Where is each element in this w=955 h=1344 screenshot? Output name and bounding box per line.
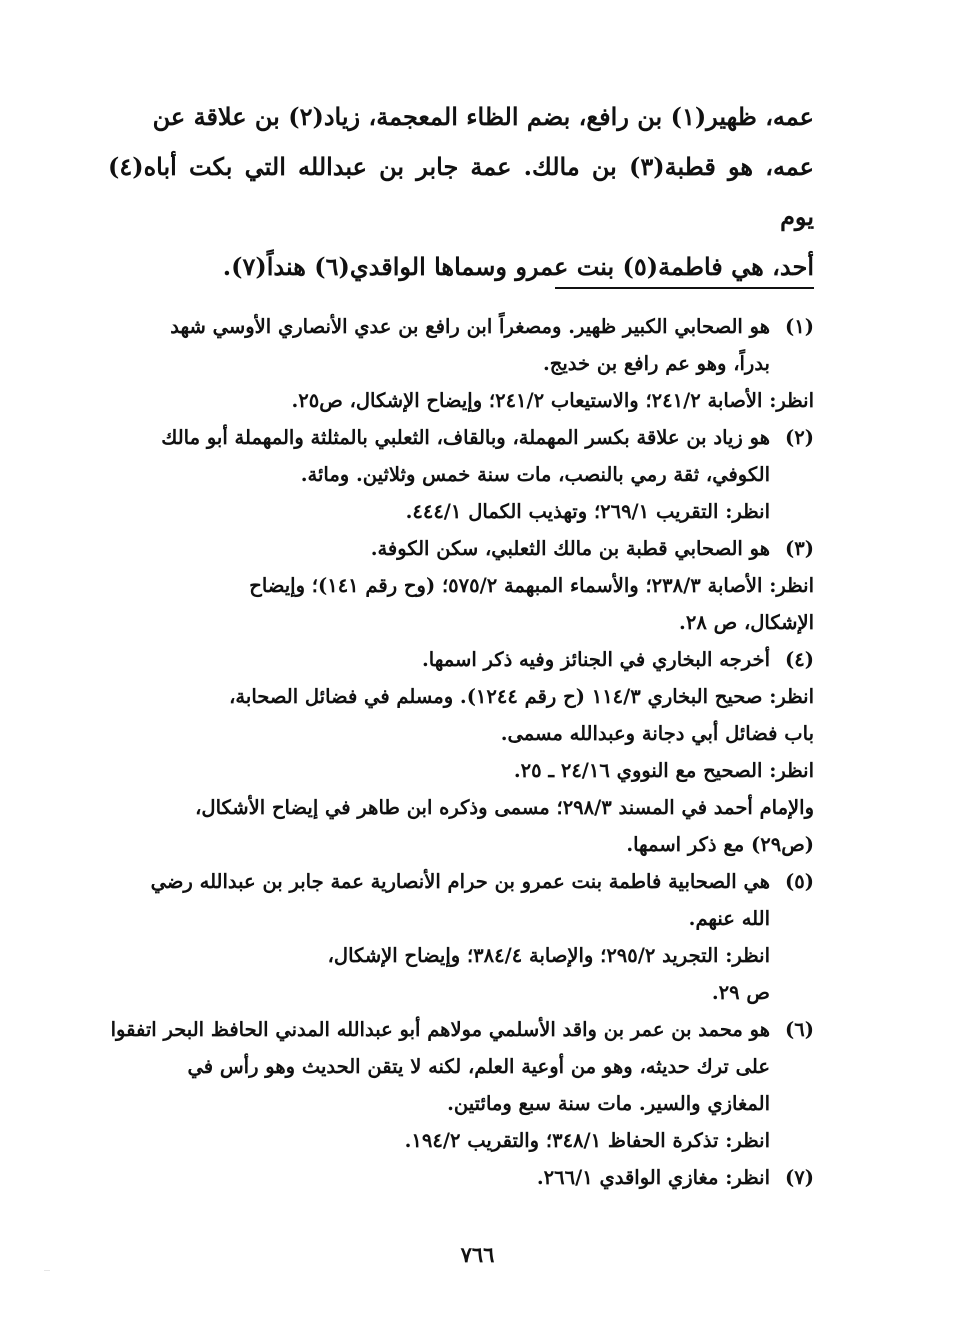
footnote-line: انظر: التقريب ٢٦٩/١؛ وتهذيب الكمال ٤٤٤/١.: [405, 500, 770, 523]
footnote-body: [108, 1159, 770, 1196]
footnote-number: (٣): [785, 537, 814, 560]
footnote-separator: [555, 287, 814, 289]
main-text-line: أحد، هي فاطمة(٥) بنت عمرو وسماها الواقدي(٦) هنداً(٧).: [222, 252, 814, 281]
footnote-2: [108, 419, 814, 530]
footnote-number: (١): [785, 315, 814, 338]
main-text-line: عمه، هو قطبة(٣) بن مالك. عمة جابر بن عبدالله التي بكت أباه(٤) يوم: [108, 152, 815, 231]
footnote-number: (٥): [785, 870, 814, 893]
footnote-1-reference: [108, 382, 814, 419]
footnote-line: انظر: الصحيح مع النووي ٢٤/١٦ ـ ٢٥.: [513, 759, 814, 782]
footnote-1: [108, 308, 814, 382]
footnote-line: باب فضائل أبي دجانة وعبدالله مسمى.: [500, 722, 814, 745]
footnote-5: [108, 863, 814, 1011]
footnote-number: (٢): [785, 426, 814, 449]
footnote-line: هو زياد بن علاقة بكسر المهملة، وبالقاف، الثعلبي بالمثلثة والمهملة أبو مالك: [161, 426, 770, 449]
footnote-line: انظر: صحيح البخاري ١١٤/٣ (ح رقم ١٢٤٤). ومسلم في فضائل الصحابة،: [229, 685, 814, 708]
footnote-line: بدراً، وهو عم رافع بن خديج.: [542, 352, 770, 375]
footnote-number: (٦): [785, 1018, 814, 1041]
footnote-line: على ترك حديثه، وهو من أوعية العلم، لكنه لا يتقن الحديث وهو رأس في: [187, 1055, 770, 1078]
footnote-3: [108, 530, 814, 567]
footnote-body: [108, 678, 814, 863]
footnote-body: [108, 641, 770, 678]
footnote-line: هو محمد بن عمر بن واقد الأسلمي مولاهم أبو عبدالله المدني الحافظ البحر اتفقوا: [110, 1018, 770, 1041]
footnote-line: الإشكال، ص ٢٨.: [679, 611, 814, 634]
main-text-line: عمه، ظهير(١) بن رافع، بضم الظاء المعجمة، زياد(٢) بن علاقة عن: [152, 102, 814, 131]
footnote-line: انظر: تذكرة الحفاظ ٣٤٨/١؛ والتقريب ١٩٤/٢.: [404, 1129, 770, 1152]
footnote-line: هو الصحابي قطبة بن مالك الثعلبي، سكن الكوفة.: [370, 537, 770, 560]
footnote-6: [108, 1011, 814, 1159]
footnote-number: (٤): [785, 648, 814, 671]
footnote-7: [108, 1159, 814, 1196]
footnote-line: الكوفي، ثقة رمي بالنصب، مات سنة خمس وثلاثين. ومائة.: [300, 463, 770, 486]
footnote-4-reference: [108, 678, 814, 863]
footnote-line: انظر: مغازي الواقدي ٢٦٦/١.: [536, 1166, 770, 1189]
footnote-line: انظر: الأصابة ٢٣٨/٣؛ والأسماء المبهمة ٥٧٥/٢؛ (وح رقم ١٤١)؛ وإيضاح: [249, 574, 814, 597]
footnote-line: انظر: الأصابة ٢٤١/٢؛ والاستيعاب ٢٤١/٢؛ وإيضاح الإشكال، ص٢٥.: [291, 389, 814, 412]
footnote-line: انظر: التجريد ٢٩٥/٢؛ والإصابة ٣٨٤/٤؛ وإيضاح الإشكال،: [327, 944, 770, 967]
footnote-body: [108, 567, 814, 641]
main-text: [108, 92, 814, 292]
footnote-body: [108, 530, 770, 567]
scan-edge-mark: [44, 1270, 50, 1271]
footnote-line: ص ٢٩.: [711, 981, 770, 1004]
footnote-line: والإمام أحمد في المسند ٢٩٨/٣؛ مسمى وذكره ابن طاهر في إيضاح الأشكال،: [195, 796, 814, 819]
footnote-body: [108, 1011, 770, 1159]
footnote-line: أخرجه البخاري في الجنائز وفيه ذكر اسمها.: [421, 648, 770, 671]
footnote-line: هي الصحابية فاطمة بنت عمرو بن حرام الأنصارية عمة جابر بن عبدالله رضي: [150, 870, 770, 893]
footnote-body: [108, 863, 770, 1011]
footnotes: [108, 308, 814, 1196]
footnote-body: [108, 419, 770, 530]
footnote-line: المغازي والسير. مات سنة سبع ومائتين.: [447, 1092, 770, 1115]
footnote-line: هو الصحابي الكبير ظهير. ومصغراً ابن رافع بن عدي الأنصاري الأوسي شهد: [170, 315, 770, 338]
footnote-body: [108, 382, 814, 419]
footnote-line: (ص٢٩) مع ذكر اسمها.: [626, 833, 814, 856]
footnote-3-reference: [108, 567, 814, 641]
footnote-4: [108, 641, 814, 678]
footnote-body: [108, 308, 770, 382]
footnote-number: (٧): [785, 1166, 814, 1189]
footnote-line: الله عنهم.: [688, 907, 770, 930]
page-number: ٧٦٦: [460, 1242, 495, 1267]
